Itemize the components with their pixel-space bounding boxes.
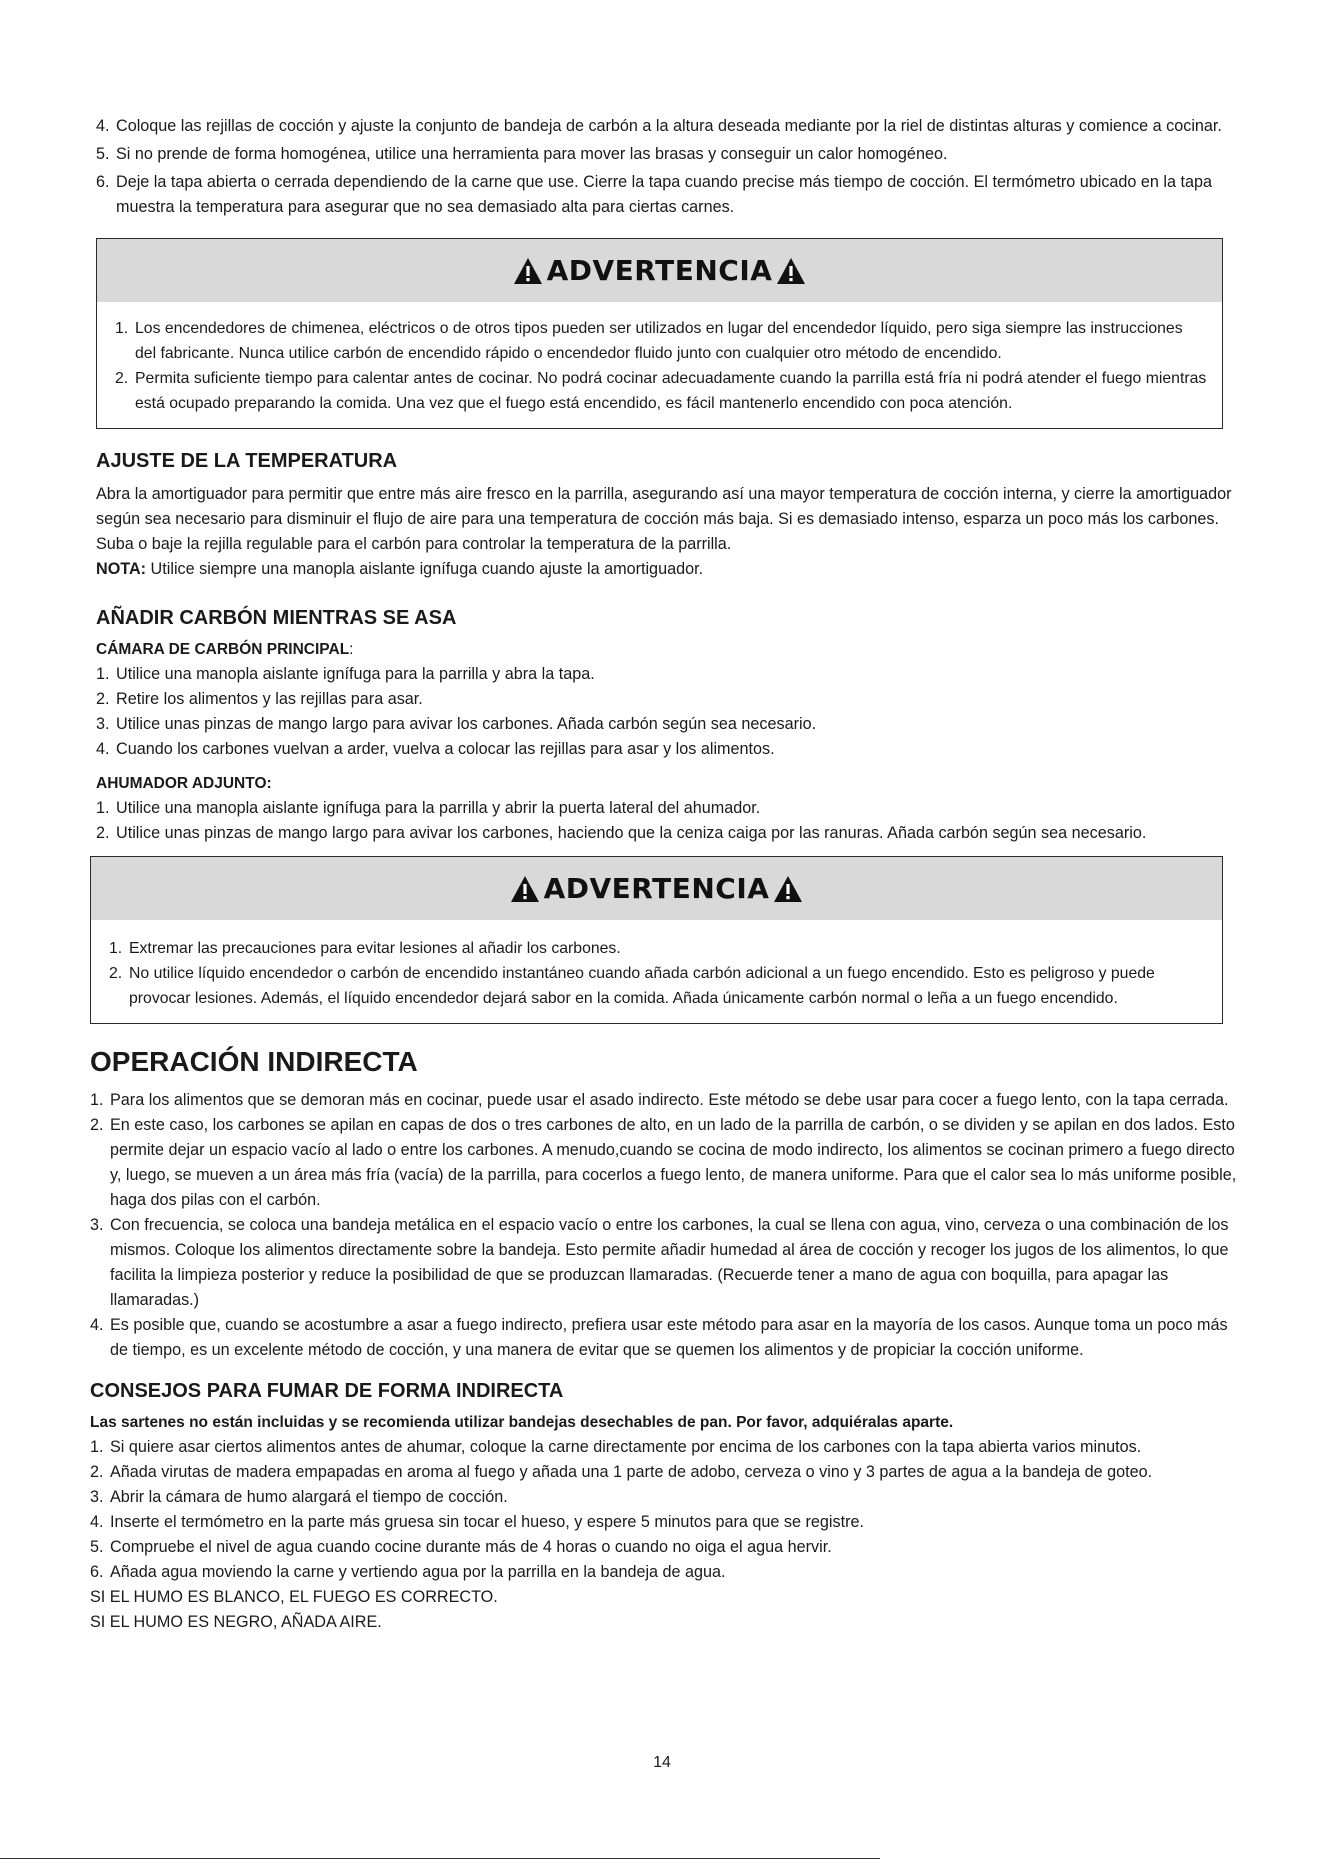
list-item: 2. En este caso, los carbones se apilan en capas de dos o tres carbones de alto, en un lado de la parrilla de carbón, o se dividen y se apilan en dos lados. Esto permite dejar un espacio vacío al lado o entre los carbones. A menudo,cuando se cocina de modo indirecto, los alimentos se cocinan primero a fuego directo y, luego, se mueven a un área más fría (vacía) de la parrilla, para cocerlos a fuego lento, de manera uniforme. Para que el calor sea lo más uniforme posible, haga dos pilas con el carbón. (90, 1116, 1237, 1209)
list-item: 1. Si quiere asar ciertos alimentos antes de ahumar, coloque la carne directamente por encima de los carbones con la tapa abierta varios minutos. (90, 1438, 1142, 1456)
warning-body (97, 302, 1222, 428)
page-number: 14 (653, 1754, 671, 1771)
list-item: 2. Permita suficiente tiempo para calentar antes de cocinar. No podrá cocinar adecuadamente cuando la parrilla está fría ni podrá atender el fuego mientras está ocupado preparando la comida. Una vez que el fuego está encendido, es fácil mantenerlo encendido con poca atención. (115, 370, 1207, 412)
list-item: 3. Utilice unas pinzas de mango largo para avivar los carbones. Añada carbón según sea necesario. (96, 715, 817, 733)
warning-box (90, 856, 1223, 1024)
manual-page (90, 114, 1256, 1635)
list-item: 4. Coloque las rejillas de cocción y ajuste la conjunto de bandeja de carbón a la altura deseada mediante por la riel de distintas alturas y comience a cocinar. (96, 117, 1222, 135)
list-item: 3. Con frecuencia, se coloca una bandeja metálica en el espacio vacío o entre los carbones, la cual se llena con agua, vino, cerveza o una combinación de los mismos. Coloque los alimentos directamente sobre la bandeja. Esto permite añadir humedad al área de cocción y recoger los jugos de los alimentos, lo que facilita la limpieza posterior y reduce la posibilidad de que se produzcan llamaradas. (Recuerde tener a mano de agua con boquilla, para apagar las llamaradas.) (90, 1216, 1229, 1309)
section-title: OPERACIÓN INDIRECTA (90, 1046, 418, 1077)
warning-triangle-icon (776, 257, 806, 285)
footer-rule (0, 1858, 880, 1859)
list-item: 5. Compruebe el nivel de agua cuando cocine durante más de 4 horas o cuando no oiga el agua hervir. (90, 1538, 832, 1556)
warning-list (115, 316, 1208, 416)
warning-triangle-icon (510, 875, 540, 903)
subheading-smoker: AHUMADOR ADJUNTO: (96, 775, 272, 792)
note-line: NOTA: Utilice siempre una manopla aislante ignífuga cuando ajuste la amortiguador. (96, 560, 704, 578)
warning-body (91, 920, 1222, 1023)
intro-steps-list (96, 114, 1246, 220)
list-item: 5. Si no prende de forma homogénea, utilice una herramienta para mover las brasas y conseguir un calor homogéneo. (96, 145, 948, 163)
list-item: 4. Inserte el termómetro en la parte más gruesa sin tocar el hueso, y espere 5 minutos para que se registre. (90, 1513, 864, 1531)
section-heading: CONSEJOS PARA FUMAR DE FORMA INDIRECTA (90, 1380, 564, 1402)
warning-list (109, 936, 1208, 1011)
list-item: 4. Cuando los carbones vuelvan a arder, vuelva a colocar las rejillas para asar y los alimentos. (96, 740, 775, 758)
warning-header (97, 239, 1222, 302)
smoke-black-line: SI EL HUMO ES NEGRO, AÑADA AIRE. (90, 1613, 382, 1631)
note-label: NOTA: (96, 560, 147, 578)
section-heading: AJUSTE DE LA TEMPERATURA (96, 450, 398, 472)
warning-box (96, 238, 1223, 429)
list-item: 2. Añada virutas de madera empapadas en aroma al fuego y añada una 1 parte de adobo, cerveza o vino y 3 partes de agua a la bandeja de goteo. (90, 1463, 1153, 1481)
list-item: 3. Abrir la cámara de humo alargará el tiempo de cocción. (90, 1488, 508, 1506)
list-item: 1. Para los alimentos que se demoran más en cocinar, puede usar el asado indirecto. Este método se debe usar para cocer a fuego lento, con la tapa cerrada. (90, 1091, 1229, 1109)
warning-header (91, 857, 1222, 920)
temperature-section (96, 447, 1256, 582)
smoking-tips-section (90, 1377, 1256, 1635)
smoking-tips-list (90, 1435, 1250, 1585)
warning-triangle-icon (513, 257, 543, 285)
warning-title: ADVERTENCIA (543, 872, 770, 905)
indirect-list (90, 1088, 1250, 1363)
list-item: 2. Retire los alimentos y las rejillas para asar. (96, 690, 423, 708)
warning-title: ADVERTENCIA (546, 254, 773, 287)
smoke-white-line: SI EL HUMO ES BLANCO, EL FUEGO ES CORRECTO. (90, 1588, 498, 1606)
smoker-list (96, 796, 1256, 846)
subheading-main-chamber: CÁMARA DE CARBÓN PRINCIPAL: (96, 641, 354, 658)
list-item: 6. Deje la tapa abierta o cerrada dependiendo de la carne que use. Cierre la tapa cuando precise más tiempo de cocción. El termómetro ubicado en la tapa muestra la temperatura para asegurar que no sea demasiado alta para ciertas carnes. (96, 173, 1213, 216)
list-item: 1. Los encendedores de chimenea, eléctricos o de otros tipos pueden ser utilizados en lugar del encendedor líquido, pero siga siempre las instrucciones del fabricante. Nunca utilice carbón de encendido rápido o encendedor fluido junto con cualquier otro método de encendido. (115, 320, 1183, 362)
list-item: 4. Es posible que, cuando se acostumbre a asar a fuego indirecto, prefiera usar este método para asar en la mayoría de los casos. Aunque toma un poco más de tiempo, es un excelente método de cocción, y una manera de evitar que se quemen los alimentos y de propiciar la cocción uniforme. (90, 1316, 1228, 1359)
list-item: 1. Utilice una manopla aislante ignífuga para la parrilla y abra la tapa. (96, 665, 595, 683)
pans-note: Las sartenes no están incluidas y se recomienda utilizar bandejas desechables de pan. Por favor, adquiéralas aparte. (90, 1414, 954, 1431)
list-item: 2. Utilice unas pinzas de mango largo para avivar los carbones, haciendo que la ceniza caiga por las ranuras. Añada carbón según sea necesario. (96, 824, 1147, 842)
main-chamber-list (96, 662, 1256, 762)
indirect-operation-section (90, 1044, 1256, 1363)
warning-triangle-icon (773, 875, 803, 903)
list-item: 2. No utilice líquido encendedor o carbón de encendido instantáneo cuando añada carbón adicional a un fuego encendido. Esto es peligroso y puede provocar lesiones. Además, el líquido encendedor dejará sabor en la comida. Añada únicamente carbón normal o leña a un fuego encendido. (109, 965, 1155, 1007)
section-heading: AÑADIR CARBÓN MIENTRAS SE ASA (96, 607, 457, 629)
add-charcoal-section (96, 604, 1256, 846)
list-item: 6. Añada agua moviendo la carne y vertiendo agua por la parrilla en la bandeja de agua. (90, 1563, 726, 1581)
section-body: Abra la amortiguador para permitir que entre más aire fresco en la parrilla, asegurando así una mayor temperatura de cocción interna, y cierre la amortiguador según sea necesario para disminuir el flujo de aire para una temperatura de cocción más baja. Si es demasiado intenso, esparza un poco más los carbones. Suba o baje la rejilla regulable para el carbón para controlar la temperatura de la parrilla. (96, 485, 1232, 553)
list-item: 1. Extremar las precauciones para evitar lesiones al añadir los carbones. (109, 940, 621, 957)
list-item: 1. Utilice una manopla aislante ignífuga para la parrilla y abrir la puerta lateral del ahumador. (96, 799, 761, 817)
